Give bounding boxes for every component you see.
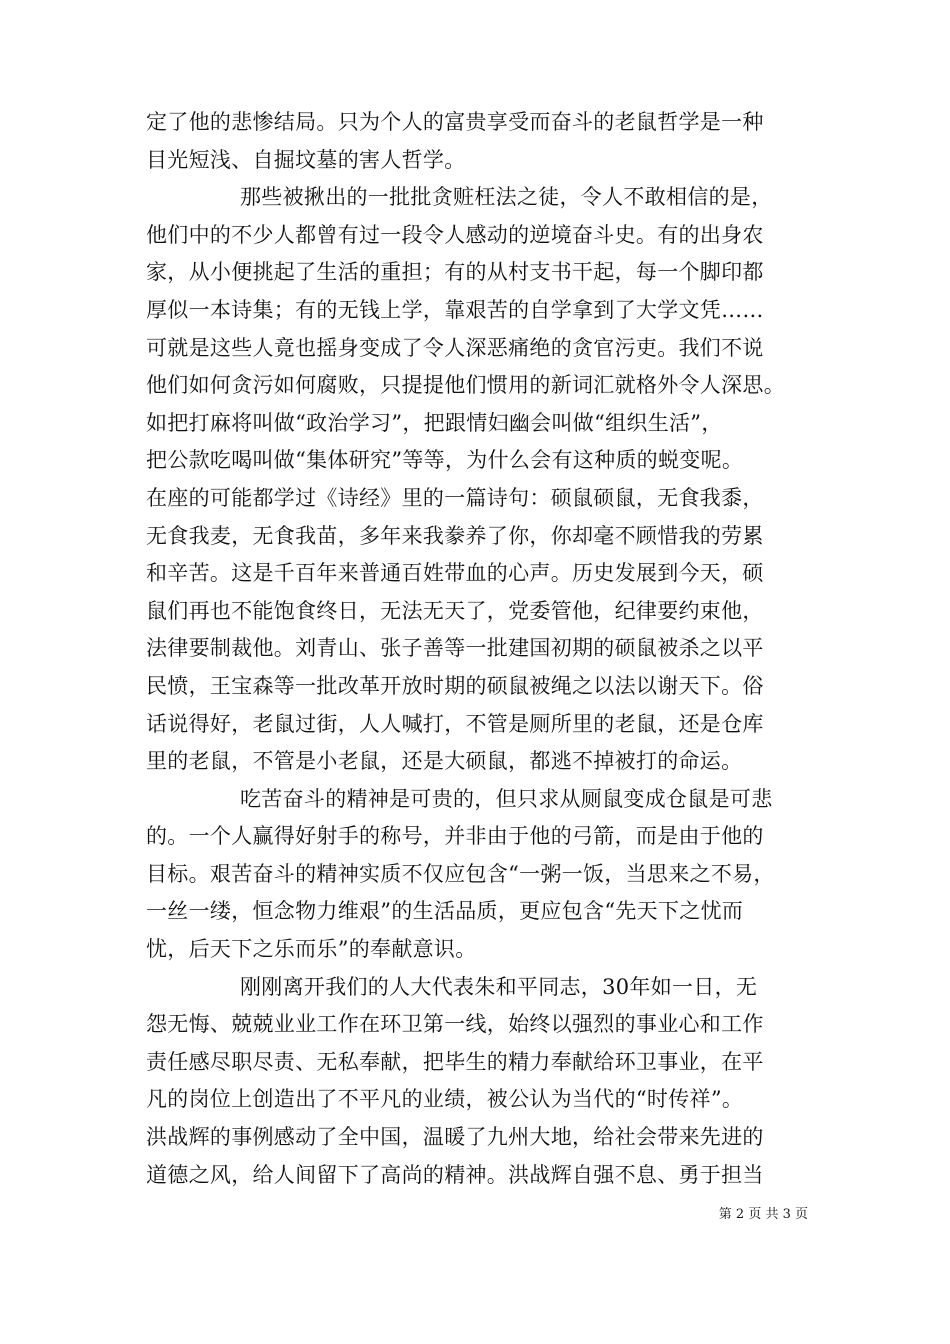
text-line: 定了他的悲惨结局。只为个人的富贵享受而奋斗的老鼠哲学是一种 (146, 110, 764, 134)
text-line: 民愤，王宝森等一批改革开放时期的硕鼠被绳之以法以谢天下。俗 (146, 673, 764, 698)
text-line: 鼠们再也不能饱食终日，无法无天了，党委管他，纪律要约束他， (146, 598, 764, 623)
text-line: 话说得好，老鼠过街，人人喊打，不管是厕所里的老鼠，还是仓库 (146, 711, 764, 736)
text-line: 里的老鼠，不管是小老鼠，还是大硕鼠，都逃不掉被打的命运。 (146, 749, 743, 774)
text-line: 在座的可能都学过《诗经》里的一篇诗句：硕鼠硕鼠，无食我黍， (146, 485, 764, 510)
body-text (146, 104, 806, 1194)
text-line: 可就是这些人竟也摇身变成了令人深恶痛绝的贪官污吏。我们不说 (146, 335, 764, 360)
text-line: 忧，后天下之乐而乐”的奉献意识。 (146, 937, 477, 962)
text-line: 把公款吃喝叫做“集体研究”等等，为什么会有这种质的蜕变呢。 (146, 448, 744, 473)
text-line: 如把打麻将叫做“政治学习”，把跟情妇幽会叫做“组织生活”， (146, 410, 723, 435)
text-line: 那些被揪出的一批批贪赃枉法之徒，令人不敢相信的是， (240, 185, 773, 210)
text-line: 吃苦奋斗的精神是可贵的，但只求从厕鼠变成仓鼠是可悲 (240, 786, 773, 811)
page-footer: 第 2 页 共 3 页 (718, 1207, 808, 1222)
text-line: 目光短浅、自掘坟墓的害人哲学。 (146, 147, 466, 172)
text-line: 家，从小便挑起了生活的重担；有的从村支书干起，每一个脚印都 (146, 260, 764, 285)
text-line: 他们中的不少人都曾有过一段令人感动的逆境奋斗史。有的出身农 (146, 222, 764, 247)
text-line: 凡的岗位上创造出了不平凡的业绩，被公认为当代的“时传祥”。 (146, 1087, 744, 1112)
text-line: 刚刚离开我们的人大代表朱和平同志，30年如一日，无 (240, 974, 758, 999)
text-line: 厚似一本诗集；有的无钱上学，靠艰苦的自学拿到了大学文凭…… (146, 297, 764, 322)
text-line: 和辛苦。这是千百年来普通百姓带血的心声。历史发展到今天，硕 (146, 561, 764, 586)
text-line: 责任感尽职尽责、无私奉献，把毕生的精力奉献给环卫事业，在平 (146, 1049, 764, 1074)
text-line: 洪战辉的事例感动了全中国，温暖了九州大地，给社会带来先进的 (146, 1125, 764, 1150)
text-line: 无食我麦，无食我苗，多年来我豢养了你，你却毫不顾惜我的劳累 (146, 523, 764, 548)
text-line: 道德之风，给人间留下了高尚的精神。洪战辉自强不息、勇于担当 (146, 1162, 764, 1187)
text-line: 法律要制裁他。刘青山、张子善等一批建国初期的硕鼠被杀之以平 (146, 636, 764, 661)
text-line: 的。一个人赢得好射手的称号，并非由于他的弓箭，而是由于他的 (146, 824, 764, 849)
text-line: 一丝一缕，恒念物力维艰”的生活品质，更应包含“先天下之忧而 (146, 899, 744, 924)
text-line: 怨无悔、兢兢业业工作在环卫第一线，始终以强烈的事业心和工作 (146, 1012, 764, 1037)
text-line: 他们如何贪污如何腐败，只提提他们惯用的新词汇就格外令人深思。 (146, 373, 785, 398)
text-line: 目标。艰苦奋斗的精神实质不仅应包含“一粥一饭，当思来之不易， (146, 861, 775, 886)
